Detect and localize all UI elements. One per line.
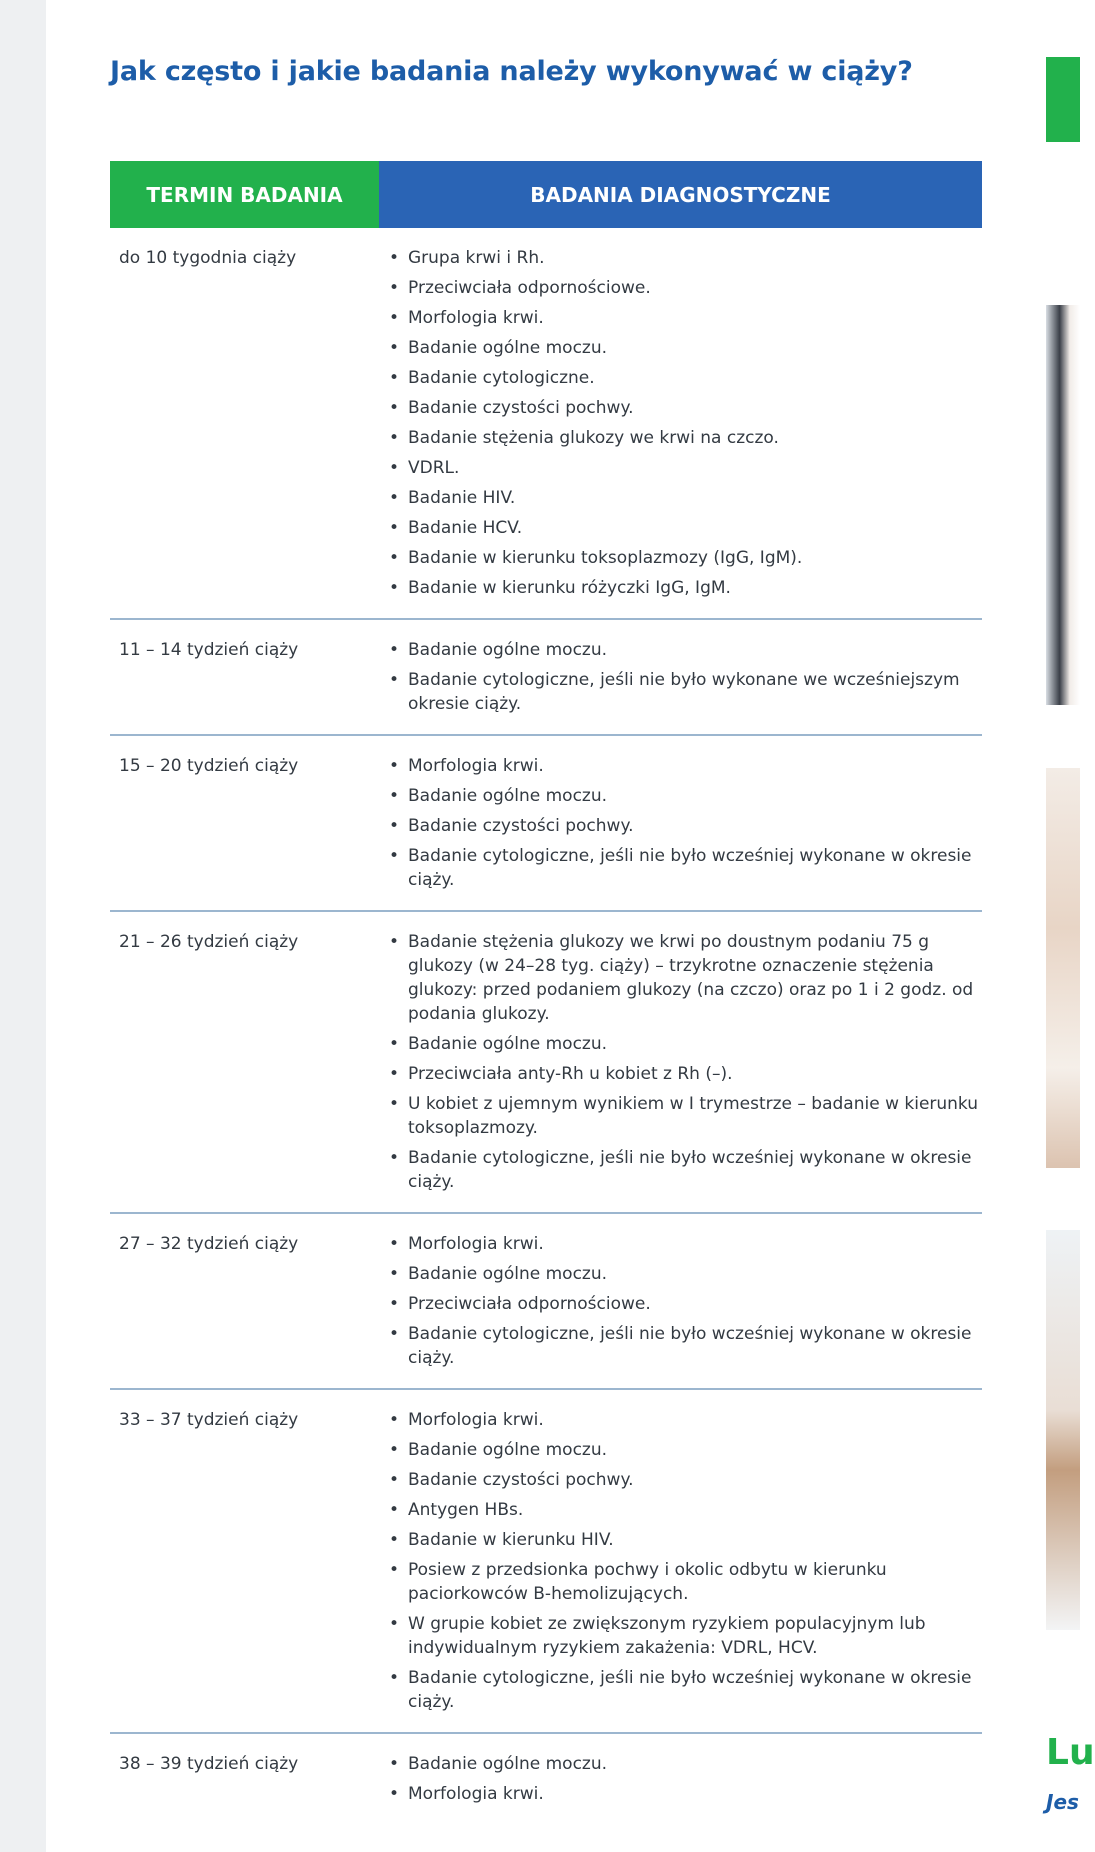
tests-list <box>379 246 982 606</box>
table-row <box>110 1390 982 1734</box>
list-item: • Przeciwciała odpornościowe. <box>379 276 982 300</box>
list-item: • Badanie cytologiczne, jeśli nie było wykonane we wcześniejszym okresie ciąży. <box>379 668 982 716</box>
family-photo[interactable] <box>1046 1230 1080 1630</box>
promo-banner-edge[interactable] <box>1046 57 1080 142</box>
table-row <box>110 1214 982 1390</box>
term-cell: 11 – 14 tydzień ciąży <box>119 640 299 660</box>
pregnancy-photo[interactable] <box>1046 768 1080 1168</box>
table-row <box>110 1734 982 1824</box>
term-cell: 38 – 39 tydzień ciąży <box>119 1754 299 1774</box>
tests-list <box>379 638 982 722</box>
list-item: • Przeciwciała anty-Rh u kobiet z Rh (–). <box>379 1062 982 1086</box>
page-title: Jak często i jakie badania należy wykonywać w ciąży? <box>110 56 913 87</box>
list-item: • Morfologia krwi. <box>379 306 982 330</box>
list-item: • Badanie cytologiczne, jeśli nie było wcześniej wykonane w okresie ciąży. <box>379 844 982 892</box>
header-tests: BADANIA DIAGNOSTYCZNE <box>379 161 982 228</box>
term-cell: 27 – 32 tydzień ciąży <box>119 1234 299 1254</box>
table-row <box>110 912 982 1214</box>
list-item: • W grupie kobiet ze zwiększonym ryzykiem populacyjnym lub indywidualnym ryzykiem zakażenia: VDRL, HCV. <box>379 1612 982 1660</box>
list-item: • VDRL. <box>379 456 982 480</box>
term-cell: 15 – 20 tydzień ciąży <box>119 756 299 776</box>
list-item: • Badanie ogólne moczu. <box>379 336 982 360</box>
list-item: • Posiew z przedsionka pochwy i okolic odbytu w kierunku paciorkowców B-hemolizujących. <box>379 1558 982 1606</box>
list-item: • Badanie HCV. <box>379 516 982 540</box>
list-item: • Badanie w kierunku różyczki IgG, IgM. <box>379 576 982 600</box>
tests-list <box>379 930 982 1200</box>
left-page-margin <box>0 0 46 1852</box>
list-item: • Badanie ogólne moczu. <box>379 1032 982 1056</box>
list-item: • Badanie HIV. <box>379 486 982 510</box>
list-item: • Badanie cytologiczne, jeśli nie było wcześniej wykonane w okresie ciąży. <box>379 1322 982 1370</box>
list-item: • Badanie czystości pochwy. <box>379 814 982 838</box>
list-item: • Morfologia krwi. <box>379 754 982 778</box>
list-item: • Morfologia krwi. <box>379 1782 982 1806</box>
term-cell: 21 – 26 tydzień ciąży <box>119 932 299 952</box>
table-header <box>110 161 982 228</box>
list-item: • Badanie cytologiczne. <box>379 366 982 390</box>
table-row <box>110 620 982 736</box>
list-item: • Badanie ogólne moczu. <box>379 638 982 662</box>
tests-list <box>379 754 982 898</box>
list-item: • Badanie stężenia glukozy we krwi po doustnym podaniu 75 g glukozy (w 24–28 tyg. ciąży) – trzykrotne oznaczenie stężenia glukozy: przed podaniem glukozy (na czczo) oraz po 1 i 2 godz. od podania glukozy. <box>379 930 982 1026</box>
list-item: • Badanie czystości pochwy. <box>379 1468 982 1492</box>
list-item: • Badanie czystości pochwy. <box>379 396 982 420</box>
list-item: • Badanie ogólne moczu. <box>379 1438 982 1462</box>
table-row <box>110 736 982 912</box>
table-body <box>110 228 982 1824</box>
term-cell: 33 – 37 tydzień ciąży <box>119 1410 299 1430</box>
list-item: • Badanie ogólne moczu. <box>379 1752 982 1776</box>
tests-list <box>379 1752 982 1812</box>
list-item: • Morfologia krwi. <box>379 1232 982 1256</box>
brand-logo[interactable]: Lu <box>1046 1732 1095 1773</box>
list-item: • Badanie w kierunku HIV. <box>379 1528 982 1552</box>
table-row <box>110 228 982 620</box>
list-item: • Badanie cytologiczne, jeśli nie było wcześniej wykonane w okresie ciąży. <box>379 1146 982 1194</box>
term-cell: do 10 tygodnia ciąży <box>119 248 297 268</box>
right-sidebar <box>1046 0 1095 1852</box>
list-item: • Badanie cytologiczne, jeśli nie było wcześniej wykonane w okresie ciąży. <box>379 1666 982 1714</box>
list-item: • Badanie ogólne moczu. <box>379 784 982 808</box>
tests-list <box>379 1232 982 1376</box>
doctor-photo[interactable] <box>1046 305 1080 705</box>
tests-list <box>379 1408 982 1720</box>
list-item: • Badanie stężenia glukozy we krwi na czczo. <box>379 426 982 450</box>
list-item: • Badanie ogólne moczu. <box>379 1262 982 1286</box>
list-item: • Antygen HBs. <box>379 1498 982 1522</box>
list-item: • Przeciwciała odpornościowe. <box>379 1292 982 1316</box>
list-item: • U kobiet z ujemnym wynikiem w I trymestrze – badanie w kierunku toksoplazmozy. <box>379 1092 982 1140</box>
exam-schedule-table <box>110 161 982 1824</box>
header-term: TERMIN BADANIA <box>110 161 379 228</box>
brand-tagline: Jes <box>1046 1790 1079 1814</box>
list-item: • Grupa krwi i Rh. <box>379 246 982 270</box>
list-item: • Badanie w kierunku toksoplazmozy (IgG, IgM). <box>379 546 982 570</box>
list-item: • Morfologia krwi. <box>379 1408 982 1432</box>
